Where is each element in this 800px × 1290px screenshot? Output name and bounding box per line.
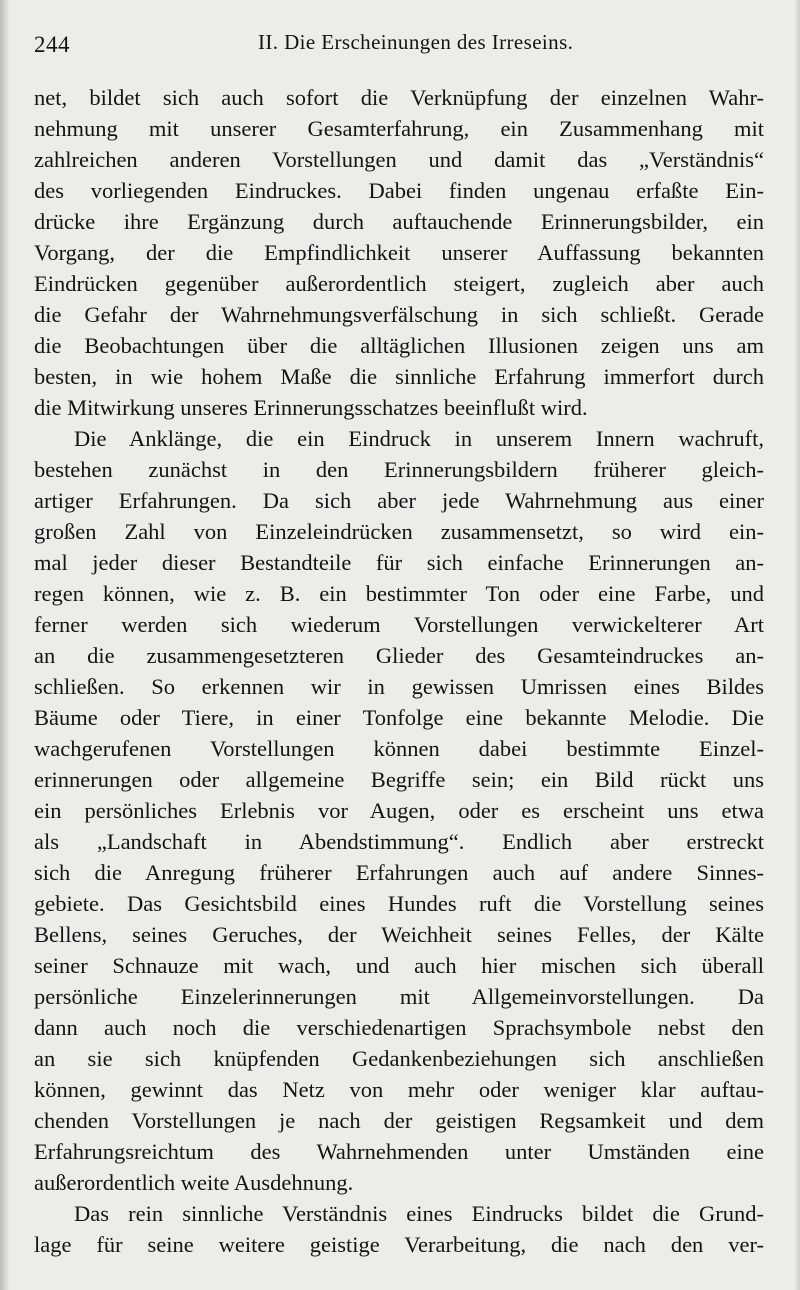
text-line: Die Anklänge, die ein Eindruck in unserem Innern wachruft,	[74, 426, 764, 451]
text-line: chenden Vorstellungen je nach der geistigen Regsamkeit und dem	[34, 1108, 764, 1133]
text-line: außerordentlich weite Ausdehnung.	[34, 1170, 354, 1195]
text-line: Bellens, seines Geruches, der Weichheit seines Felles, der Kälte	[34, 922, 764, 947]
text-line: erinnerungen oder allgemeine Begriffe sein; ein Bild rückt uns	[34, 767, 764, 792]
text-line: Eindrücken gegenüber außerordentlich steigert, zugleich aber auch	[34, 271, 764, 296]
text-line: können, gewinnt das Netz von mehr oder weniger klar auftau-	[34, 1077, 764, 1102]
running-head	[34, 30, 760, 60]
text-line: mal jeder dieser Bestandteile für sich einfache Erinnerungen an-	[34, 550, 764, 575]
text-line: lage für seine weitere geistige Verarbeitung, die nach den ver-	[34, 1232, 764, 1257]
text-line: artiger Erfahrungen. Da sich aber jede Wahrnehmung aus einer	[34, 488, 764, 513]
text-line: Erfahrungsreichtum des Wahrnehmenden unter Umständen eine	[34, 1139, 764, 1164]
text-line: die Gefahr der Wahrnehmungsverfälschung in sich schließt. Gerade	[34, 302, 764, 327]
text-line: besten, in wie hohem Maße die sinnliche Erfahrung immerfort durch	[34, 364, 764, 389]
text-line: bestehen zunächst in den Erinnerungsbildern früherer gleich-	[34, 457, 764, 482]
text-line: die Mitwirkung unseres Erinnerungsschatzes beeinflußt wird.	[34, 395, 588, 420]
text-line: seiner Schnauze mit wach, und auch hier mischen sich überall	[34, 953, 764, 978]
text-line: dann auch noch die verschiedenartigen Sprachsymbole nebst den	[34, 1015, 764, 1040]
text-line: schließen. So erkennen wir in gewissen Umrissen eines Bildes	[34, 674, 764, 699]
text-line: großen Zahl von Einzeleindrücken zusammensetzt, so wird ein-	[34, 519, 764, 544]
text-line: regen können, wie z. B. ein bestimmter Ton oder eine Farbe, und	[34, 581, 764, 606]
text-line: Vorgang, der die Empfindlichkeit unserer Auffassung bekannten	[34, 240, 764, 265]
text-line: persönliche Einzelerinnerungen mit Allgemeinvorstellungen. Da	[34, 984, 764, 1009]
text-line: drücke ihre Ergänzung durch auftauchende Erinnerungsbilder, ein	[34, 209, 764, 234]
text-line: die Beobachtungen über die alltäglichen Illusionen zeigen uns am	[34, 333, 764, 358]
text-line: nehmung mit unserer Gesamterfahrung, ein Zusammenhang mit	[34, 116, 764, 141]
chapter-title: II. Die Erscheinungen des Irreseins.	[258, 30, 574, 54]
text-line: Bäume oder Tiere, in einer Tonfolge eine bekannte Melodie. Die	[34, 705, 764, 730]
text-line: an die zusammengesetzteren Glieder des Gesamteindruckes an-	[34, 643, 764, 668]
page-number: 244	[34, 32, 70, 57]
text-line: Das rein sinnliche Verständnis eines Eindrucks bildet die Grund-	[74, 1201, 764, 1226]
text-line: net, bildet sich auch sofort die Verknüpfung der einzelnen Wahr-	[34, 85, 764, 110]
text-line: ein persönliches Erlebnis vor Augen, oder es erscheint uns etwa	[34, 798, 764, 823]
text-line: des vorliegenden Eindruckes. Dabei finden ungenau erfaßte Ein-	[34, 178, 764, 203]
text-line: als „Landschaft in Abendstimmung“. Endlich aber erstreckt	[34, 829, 764, 854]
text-line: zahlreichen anderen Vorstellungen und damit das „Verständnis“	[34, 147, 764, 172]
text-line: ferner werden sich wiederum Vorstellungen verwickelterer Art	[34, 612, 764, 637]
text-line: gebiete. Das Gesichtsbild eines Hundes ruft die Vorstellung seines	[34, 891, 764, 916]
text-line: sich die Anregung früherer Erfahrungen auch auf andere Sinnes-	[34, 860, 764, 885]
text-line: wachgerufenen Vorstellungen können dabei bestimmte Einzel-	[34, 736, 764, 761]
text-line: an sie sich knüpfenden Gedankenbeziehungen sich anschließen	[34, 1046, 764, 1071]
body-text	[34, 82, 764, 1260]
